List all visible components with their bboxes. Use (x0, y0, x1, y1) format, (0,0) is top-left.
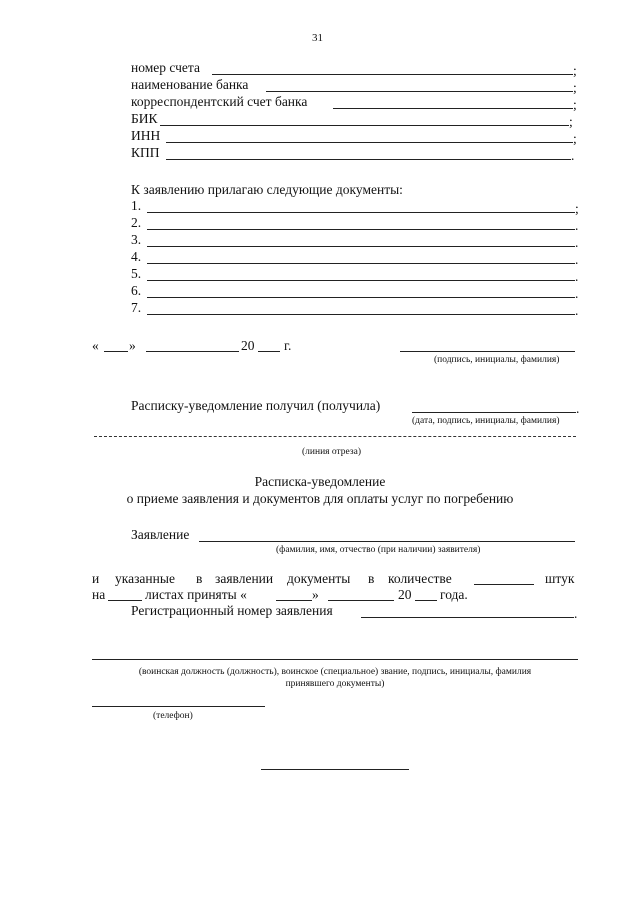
bank-name-end: ; (573, 80, 577, 95)
accepted-day-line[interactable] (276, 600, 312, 601)
receipt-received-line[interactable] (412, 412, 576, 413)
attachment-line[interactable] (147, 246, 575, 247)
receipt-received-end: . (576, 401, 580, 416)
official-line[interactable] (92, 659, 578, 660)
accepted-last-word: штук (545, 571, 575, 586)
bank-name-label: наименование банка (131, 77, 249, 92)
receipt-subtitle: о приеме заявления и документов для оплаты услуг по погребению (126, 491, 514, 506)
attachment-end: . (575, 303, 579, 318)
accepted-year-prefix: 20 (398, 587, 412, 602)
registration-line[interactable] (361, 617, 574, 618)
attachment-number: 7. (131, 300, 142, 315)
date-day-line[interactable] (104, 351, 128, 352)
attachments-heading: К заявлению прилагаю следующие документы: (131, 182, 403, 197)
accepted-word: и (92, 571, 100, 586)
bik-end: ; (569, 114, 573, 129)
official-caption-1: (воинская должность (должность), воинское (специальное) звание, подпись, инициалы, фамилия (138, 667, 532, 677)
accepted-on: на (92, 587, 106, 602)
receipt-title: Расписка-уведомление (254, 474, 386, 489)
attachment-end: . (575, 286, 579, 301)
bank-name-line[interactable] (266, 91, 573, 92)
cut-line (94, 436, 576, 437)
bik-line[interactable] (160, 125, 569, 126)
attachment-end: . (575, 218, 579, 233)
kpp-label: КПП (131, 145, 160, 160)
attachment-number: 3. (131, 232, 142, 247)
page-number: 31 (312, 32, 323, 44)
application-line[interactable] (199, 541, 575, 542)
registration-end: . (574, 606, 578, 621)
inn-label: ИНН (131, 128, 161, 143)
accepted-month-line[interactable] (328, 600, 394, 601)
accepted-word: документы (287, 571, 351, 586)
account-number-line[interactable] (212, 74, 573, 75)
receipt-received-label: Расписку-уведомление получил (получила) (131, 398, 381, 413)
attachment-number: 2. (131, 215, 142, 230)
attachment-line[interactable] (147, 263, 575, 264)
phone-caption: (телефон) (153, 711, 193, 721)
signature-line[interactable] (400, 351, 575, 352)
attachment-number: 5. (131, 266, 142, 281)
accepted-word: указанные (115, 571, 175, 586)
document-count-line[interactable] (474, 584, 534, 585)
date-close-quote: » (129, 338, 136, 353)
account-number-end: ; (573, 63, 577, 78)
attachment-end: ; (575, 201, 579, 216)
corr-account-label: корреспондентский счет банка (131, 94, 308, 109)
corr-account-end: ; (573, 97, 577, 112)
attachment-line[interactable] (147, 297, 575, 298)
attachment-number: 4. (131, 249, 142, 264)
registration-label: Регистрационный номер заявления (131, 603, 333, 618)
attachment-end: . (575, 235, 579, 250)
accepted-close-quote: » (312, 587, 319, 602)
application-label: Заявление (131, 527, 190, 542)
date-year-line[interactable] (258, 351, 280, 352)
application-caption: (фамилия, имя, отчество (при наличии) заявителя) (276, 545, 481, 555)
kpp-line[interactable] (166, 159, 571, 160)
attachment-number: 6. (131, 283, 142, 298)
accepted-word: количестве (388, 571, 452, 586)
date-year-prefix: 20 (241, 338, 255, 353)
accepted-year-line[interactable] (415, 600, 437, 601)
attachment-line[interactable] (147, 314, 575, 315)
account-number-label: номер счета (131, 60, 200, 75)
attachment-number: 1. (131, 198, 142, 213)
kpp-end: . (571, 148, 575, 163)
accepted-sheets: листах приняты « (145, 587, 247, 602)
phone-line[interactable] (92, 706, 265, 707)
receipt-received-caption: (дата, подпись, инициалы, фамилия) (412, 416, 560, 426)
accepted-year-suffix: года. (440, 587, 468, 602)
date-year-suffix: г. (284, 338, 292, 353)
accepted-word: в (368, 571, 375, 586)
cut-line-caption: (линия отреза) (302, 447, 362, 457)
date-month-line[interactable] (146, 351, 239, 352)
inn-end: ; (573, 131, 577, 146)
official-caption-2: принявшего документы) (285, 679, 385, 689)
attachment-line[interactable] (147, 212, 575, 213)
inn-line[interactable] (166, 142, 573, 143)
date-open-quote: « (92, 338, 99, 353)
attachment-end: . (575, 252, 579, 267)
sheet-count-line[interactable] (108, 600, 142, 601)
attachment-end: . (575, 269, 579, 284)
accepted-word: в (196, 571, 203, 586)
accepted-word: заявлении (215, 571, 274, 586)
signature-caption: (подпись, инициалы, фамилия) (434, 355, 560, 365)
bottom-separator (261, 769, 409, 770)
attachment-line[interactable] (147, 280, 575, 281)
attachment-line[interactable] (147, 229, 575, 230)
bik-label: БИК (131, 111, 158, 126)
corr-account-line[interactable] (333, 108, 573, 109)
